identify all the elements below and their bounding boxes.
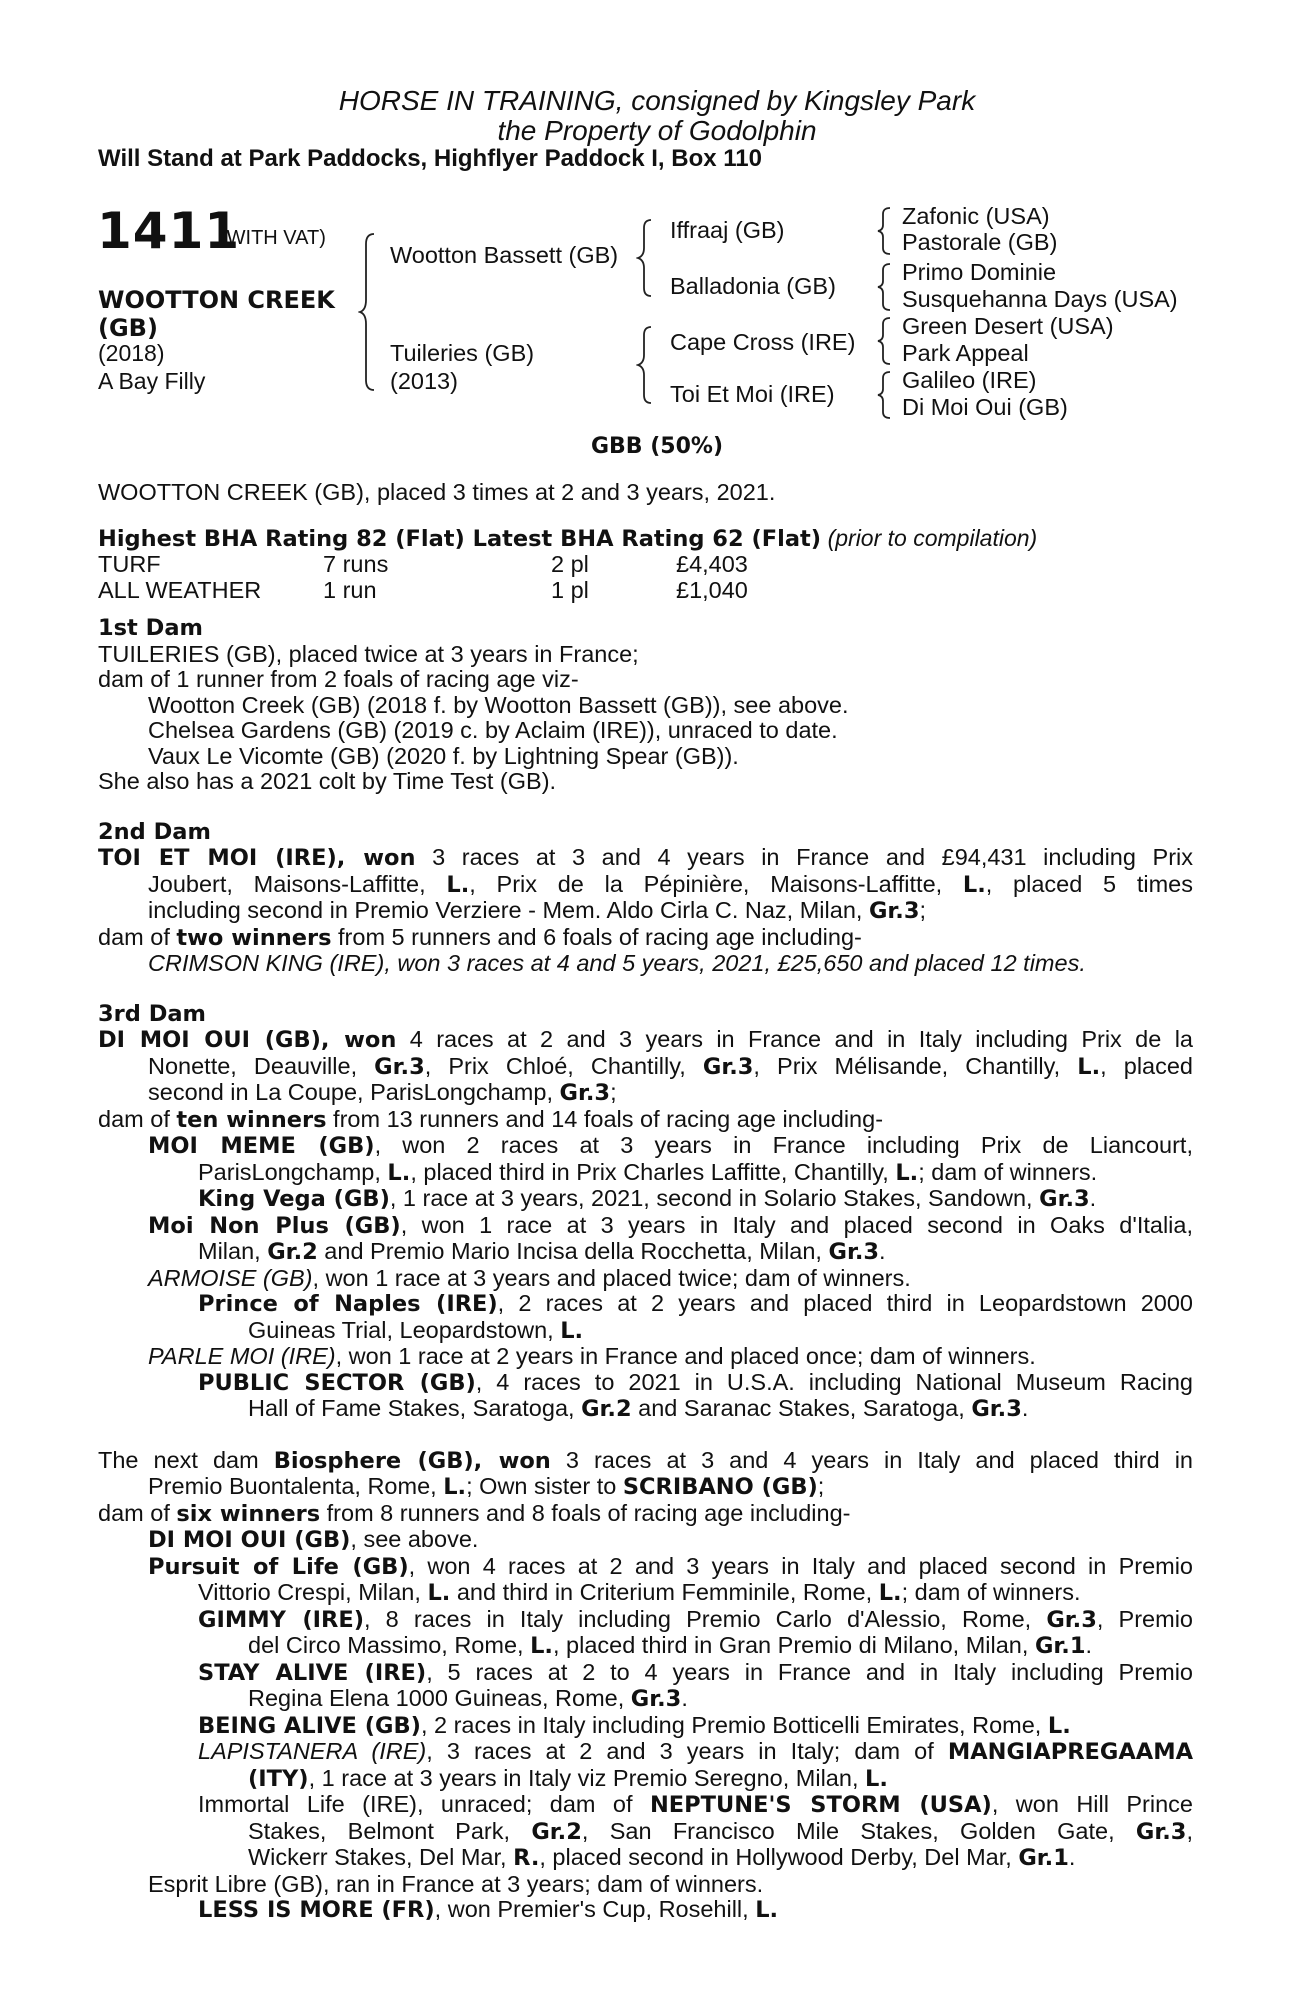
second-dam-produce: CRIMSON KING (IRE), won 3 races at 4 and 5 years, 2021, £25,650 and placed 12 times. — [148, 950, 1086, 976]
next-dam-produce: Pursuit of Life (GB), won 4 races at 2 and 3 years in Italy and placed second in Premio — [148, 1552, 1194, 1580]
lot-number: 1411 — [97, 202, 241, 260]
second-dam-line: Joubert, Maisons-Laffitte, L., Prix de la Pépinière, Maisons-Laffitte, L., placed 5 times — [148, 870, 1193, 898]
next-dam-grandproduce: STAY ALIVE (IRE), 5 races at 2 to 4 years in France and in Italy including Premio — [198, 1658, 1193, 1686]
perf-surface: TURF — [98, 551, 161, 577]
pedigree-brace-sire — [636, 218, 656, 298]
next-dam-grandproduce: LAPISTANERA (IRE), 3 races at 2 and 3 years in Italy; dam of MANGIAPREGAAMA — [198, 1738, 1193, 1765]
third-dam-produce: Milan, Gr.2 and Premio Mario Incisa della Rocchetta, Milan, Gr.3. — [198, 1238, 886, 1265]
pedigree-sire: Wootton Bassett (GB) — [390, 242, 619, 268]
race-summary: WOOTTON CREEK (GB), placed 3 times at 2 and 3 years, 2021. — [98, 479, 776, 505]
gbb-label: GBB (50%) — [590, 434, 724, 459]
pedigree-brace-g4 — [876, 370, 894, 420]
next-dam-grandproduce: Stakes, Belmont Park, Gr.2, San Francisco Mile Stakes, Golden Gate, Gr.3, — [248, 1817, 1193, 1845]
next-dam-grandproduce: Regina Elena 1000 Guineas, Rome, Gr.3. — [248, 1685, 688, 1712]
first-dam-line: She also has a 2021 colt by Time Test (GB). — [98, 768, 557, 794]
pedigree-g4: Susquehanna Days (USA) — [902, 286, 1178, 312]
first-dam-line: dam of 1 runner from 2 foals of racing age viz- — [98, 666, 579, 692]
next-dam-grandproduce: BEING ALIVE (GB), 2 races in Italy including Premio Botticelli Emirates, Rome, L. — [198, 1711, 1071, 1739]
performance-row — [98, 578, 1193, 604]
perf-runs: 1 run — [323, 576, 377, 603]
next-dam-grandproduce: Wickerr Stakes, Del Mar, R., placed second in Hollywood Derby, Del Mar, Gr.1. — [248, 1844, 1076, 1871]
pedigree-brace-dam — [636, 325, 656, 405]
perf-placed: 2 pl — [551, 551, 589, 577]
next-dam-grandproduce: GIMMY (IRE), 8 races in Italy including Premio Carlo d'Alessio, Rome, Gr.3, Premio — [198, 1605, 1193, 1633]
horse-name: WOOTTON CREEK (GB) — [98, 286, 335, 342]
third-dam-produce: MOI MEME (GB), won 2 races at 3 years in France including Prix de Liancourt, — [148, 1132, 1193, 1159]
first-dam-produce: Vaux Le Vicomte (GB) (2020 f. by Lightning Spear (GB)). — [148, 742, 739, 769]
bha-rating-note: (prior to compilation) — [827, 524, 1038, 551]
pedigree-brace-g2 — [876, 262, 894, 312]
perf-prize: £1,040 — [676, 576, 748, 603]
first-dam-line: TUILERIES (GB), placed twice at 3 years in France; — [98, 640, 639, 667]
header-location: Will Stand at Park Paddocks, Highflyer Paddock I, Box 110 — [98, 145, 762, 172]
horse-year: (2018) — [98, 340, 165, 366]
vat-label: (WITH VAT) — [220, 227, 326, 249]
pedigree-g5: Green Desert (USA) — [902, 313, 1114, 339]
next-dam-grandproduce: Immortal Life (IRE), unraced; dam of NEPTUNE'S STORM (USA), won Hill Prince — [198, 1791, 1193, 1818]
pedigree-brace-g3 — [876, 316, 894, 366]
third-dam-grandproduce: King Vega (GB), 1 race at 3 years, 2021, second in Solario Stakes, Sandown, Gr.3. — [198, 1185, 1097, 1212]
horse-description: A Bay Filly — [98, 368, 206, 394]
first-dam-heading: 1st Dam — [98, 615, 203, 641]
third-dam-produce: PARLE MOI (IRE), won 1 race at 2 years in France and placed once; dam of winners. — [148, 1343, 1036, 1369]
pedigree-g7: Galileo (IRE) — [902, 367, 1037, 393]
second-dam-line: dam of two winners from 5 runners and 6 foals of racing age including- — [98, 923, 862, 951]
next-dam-line: The next dam Biosphere (GB), won 3 races at 3 and 4 years in Italy and placed third in — [98, 1446, 1193, 1474]
third-dam-grandproduce: PUBLIC SECTOR (GB), 4 races to 2021 in U.S.A. including National Museum Racing — [198, 1368, 1193, 1396]
pedigree-dam-sire: Cape Cross (IRE) — [670, 329, 856, 355]
next-dam-produce: Esprit Libre (GB), ran in France at 3 years; dam of winners. — [148, 1870, 764, 1897]
bha-ratings — [98, 526, 1193, 553]
third-dam-grandproduce: Guineas Trial, Leopardstown, L. — [248, 1316, 584, 1344]
next-dam-grandproduce: del Circo Massimo, Rome, L., placed third in Gran Premio di Milano, Milan, Gr.1. — [248, 1632, 1093, 1659]
pedigree-sire-sire: Iffraaj (GB) — [670, 217, 785, 243]
catalogue-body — [98, 480, 1193, 1924]
pedigree-brace-main — [358, 232, 380, 392]
pedigree-dam: Tuileries (GB) — [390, 340, 535, 366]
pedigree-g1: Zafonic (USA) — [902, 203, 1050, 229]
third-dam-produce: Moi Non Plus (GB), won 1 race at 3 years in Italy and placed second in Oaks d'Italia, — [148, 1211, 1193, 1239]
header-consignor: HORSE IN TRAINING, consigned by Kingsley Park — [338, 85, 976, 116]
perf-placed: 1 pl — [551, 576, 589, 603]
third-dam-grandproduce: Prince of Naples (IRE), 2 races at 2 years and placed third in Leopardstown 2000 — [198, 1290, 1193, 1317]
next-dam-produce: DI MOI OUI (GB), see above. — [148, 1526, 479, 1553]
next-dam-line: Premio Buontalenta, Rome, L.; Own sister to SCRIBANO (GB); — [148, 1473, 825, 1500]
perf-prize: £4,403 — [676, 551, 748, 577]
next-dam-line: dam of six winners from 8 runners and 8 foals of racing age including- — [98, 1499, 851, 1527]
performance-row — [98, 552, 1193, 578]
bha-rating-text: Highest BHA Rating 82 (Flat) Latest BHA Rating 62 (Flat) — [98, 525, 822, 552]
pedigree-g2: Pastorale (GB) — [902, 229, 1058, 255]
pedigree-brace-g1 — [876, 206, 894, 256]
third-dam-line: second in La Coupe, ParisLongchamp, Gr.3; — [148, 1079, 617, 1106]
second-dam-heading: 2nd Dam — [98, 818, 211, 845]
first-dam-produce: Chelsea Gardens (GB) (2019 c. by Aclaim (IRE)), unraced to date. — [148, 717, 838, 743]
next-dam-grandproduce: (ITY), 1 race at 3 years in Italy viz Premio Seregno, Milan, L. — [248, 1764, 888, 1792]
perf-runs: 7 runs — [323, 551, 389, 577]
pedigree-g8: Di Moi Oui (GB) — [902, 394, 1068, 420]
third-dam-line: DI MOI OUI (GB), won 4 races at 2 and 3 years in France and in Italy including Prix de la — [98, 1026, 1193, 1053]
second-dam-line: including second in Premio Verziere - Mem. Aldo Cirla C. Naz, Milan, Gr.3; — [148, 897, 927, 924]
third-dam-line: Nonette, Deauville, Gr.3, Prix Chloé, Chantilly, Gr.3, Prix Mélisande, Chantilly, L., placed — [148, 1052, 1194, 1080]
third-dam-produce: ParisLongchamp, L., placed third in Prix Charles Laffitte, Chantilly, L.; dam of winners. — [198, 1158, 1098, 1186]
pedigree-dam-dam: Toi Et Moi (IRE) — [670, 381, 835, 407]
next-dam-grandproduce: LESS IS MORE (FR), won Premier's Cup, Rosehill, L. — [198, 1896, 779, 1923]
perf-surface: ALL WEATHER — [98, 576, 262, 603]
third-dam-produce: ARMOISE (GB), won 1 race at 3 years and placed twice; dam of winners. — [148, 1264, 911, 1291]
third-dam-line: dam of ten winners from 13 runners and 14 foals of racing age including- — [98, 1105, 884, 1133]
third-dam-grandproduce: Hall of Fame Stakes, Saratoga, Gr.2 and Saranac Stakes, Saratoga, Gr.3. — [248, 1395, 1029, 1422]
next-dam-produce: Vittorio Crespi, Milan, L. and third in Criterium Femminile, Rome, L.; dam of winners. — [198, 1579, 1081, 1606]
second-dam-line: TOI ET MOI (IRE), won 3 races at 3 and 4 years in France and £94,431 including Prix — [98, 844, 1194, 871]
pedigree-sire-dam: Balladonia (GB) — [670, 273, 836, 299]
pedigree-g6: Park Appeal — [902, 340, 1029, 366]
pedigree-g3: Primo Dominie — [902, 259, 1057, 285]
third-dam-heading: 3rd Dam — [98, 1000, 206, 1027]
first-dam-produce: Wootton Creek (GB) (2018 f. by Wootton Bassett (GB)), see above. — [148, 691, 849, 718]
header-property: the Property of Godolphin — [497, 115, 817, 146]
pedigree-dam-year: (2013) — [390, 368, 458, 394]
